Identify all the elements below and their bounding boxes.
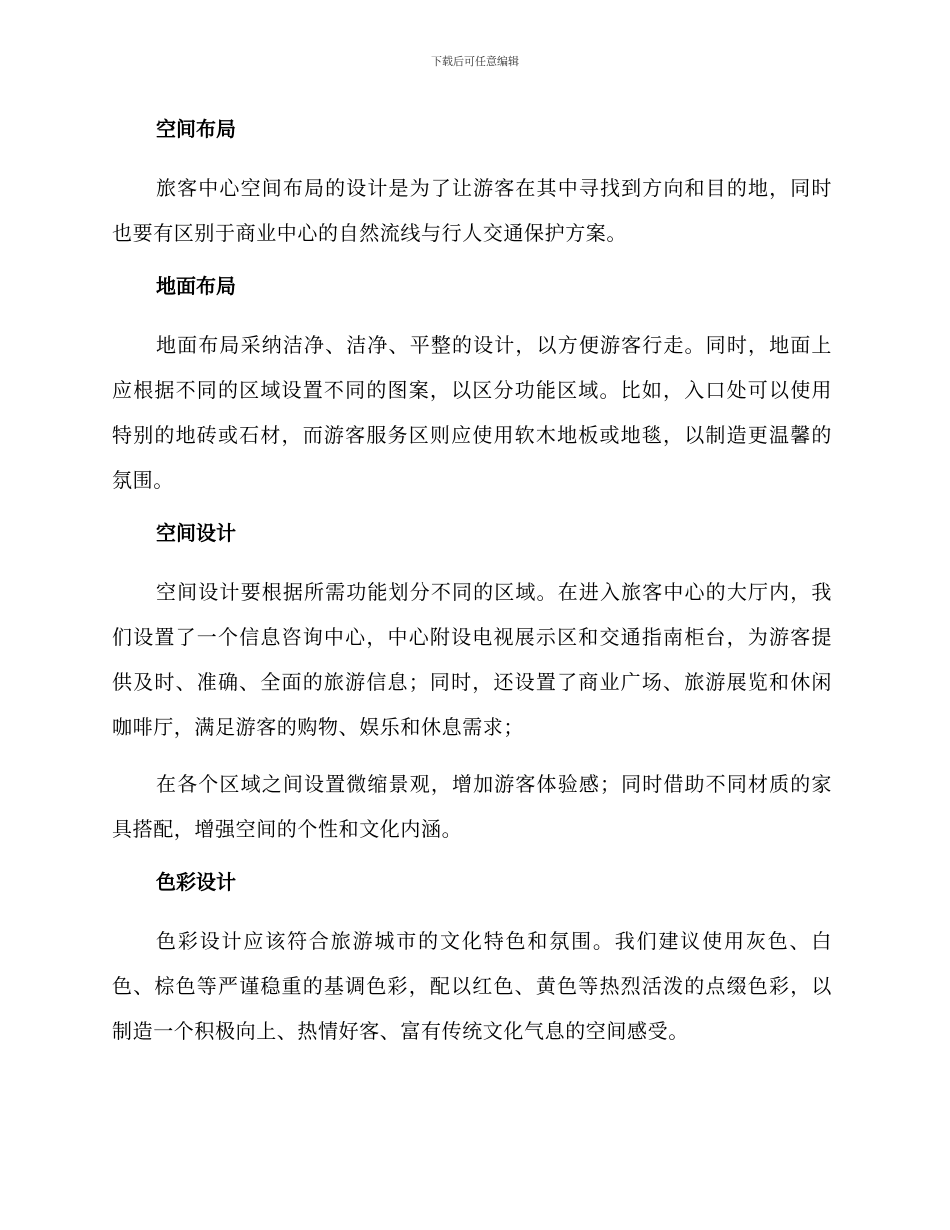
body-paragraph: 空间设计要根据所需功能划分不同的区域。在进入旅客中心的大厅内，我们设置了一个信息咨询中心，中心附设电视展示区和交通指南柜台，为游客提供及时、准确、全面的旅游信息；同时，还设置了商业广场、旅游展览和休闲咖啡厅，满足游客的购物、娱乐和休息需求； — [112, 580, 832, 739]
body-paragraph: 色彩设计应该符合旅游城市的文化特色和氛围。我们建议使用灰色、白色、棕色等严谨稳重的基调色彩，配以红色、黄色等热烈活泼的点缀色彩，以制造一个积极向上、热情好客、富有传统文化气息的空间感受。 — [112, 929, 832, 1043]
section-heading: 地面布局 — [156, 274, 236, 298]
section-color-design — [112, 865, 832, 1054]
section-floor-layout — [112, 269, 832, 503]
section-heading: 空间设计 — [156, 521, 236, 545]
document-body — [112, 112, 832, 1054]
page-header-note: 下载后可任意编辑 — [431, 55, 519, 68]
body-paragraph: 地面布局采纳洁净、洁净、平整的设计，以方便游客行走。同时，地面上应根据不同的区域设置不同的图案，以区分功能区域。比如，入口处可以使用特别的地砖或石材，而游客服务区则应使用软木地板或地毯，以制造更温馨的氛围。 — [112, 333, 832, 492]
section-spatial-layout — [112, 112, 832, 256]
body-paragraph: 旅客中心空间布局的设计是为了让游客在其中寻找到方向和目的地，同时也要有区别于商业中心的自然流线与行人交通保护方案。 — [112, 176, 832, 245]
section-heading: 空间布局 — [156, 117, 236, 141]
section-heading: 色彩设计 — [156, 870, 236, 894]
section-space-design — [112, 516, 832, 852]
body-paragraph: 在各个区域之间设置微缩景观，增加游客体验感；同时借助不同材质的家具搭配，增强空间的个性和文化内涵。 — [112, 772, 832, 841]
